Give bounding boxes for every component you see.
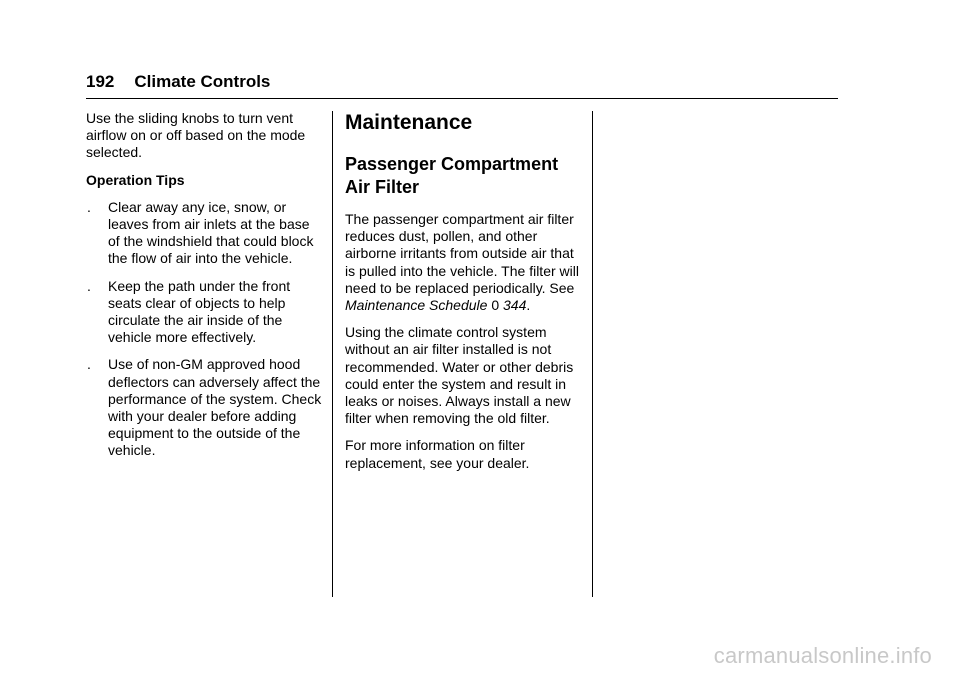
section-title: Climate Controls (134, 72, 271, 91)
intro-paragraph: Use the sliding knobs to turn vent airflow on or off based on the mode selected. (86, 110, 306, 161)
dealer-info-paragraph: For more information on filter replacement, see your dealer. (345, 437, 530, 471)
column-divider-1 (332, 111, 333, 597)
bullet-glyph: . (87, 198, 91, 215)
column-divider-2 (592, 111, 593, 597)
list-item (86, 356, 322, 459)
list-item-text: Use of non-GM approved hood deflectors can adversely affect the performance of the system. Check with your dealer before adding equipment to the outside of the vehicle. (108, 356, 322, 459)
no-filter-warning-paragraph: Using the climate control system without an air filter installed is not recommended. Water or other debris could enter the system and result in leaks or noises. Always install a new filter when removing the old filter. (345, 324, 574, 427)
page-reference-number[interactable]: 344 (503, 297, 527, 314)
middle-column (345, 110, 581, 482)
filter-description-text: The passenger compartment air filter reduces dust, pollen, and other airborne irritants from outside air that is pulled into the vehicle. The filter will need to be replaced periodically. See (345, 211, 579, 296)
list-item (86, 278, 322, 347)
filter-description-paragraph (345, 211, 581, 314)
sentence-end: . (526, 297, 531, 314)
list-item (86, 199, 322, 268)
bullet-glyph: . (87, 356, 91, 373)
list-item-text: Clear away any ice, snow, or leaves from air inlets at the base of the windshield that could block the flow of air into the vehicle. (108, 198, 314, 267)
watermark: carmanualsonline.info (713, 643, 932, 668)
page-header (86, 72, 270, 92)
operation-tips-list (86, 199, 322, 460)
list-item-text: Keep the path under the front seats clear of objects to help circulate the air inside of the vehicle more effectively. (108, 277, 291, 346)
maintenance-heading: Maintenance (345, 111, 473, 134)
air-filter-heading (345, 153, 581, 199)
page-reference-arrow: 0 (491, 297, 500, 314)
operation-tips-heading: Operation Tips (86, 171, 185, 188)
air-filter-heading-line2: Air Filter (345, 177, 420, 197)
left-column (86, 110, 322, 470)
maintenance-schedule-link[interactable]: Maintenance Schedule (345, 297, 488, 314)
bullet-glyph: . (87, 277, 91, 294)
air-filter-heading-line1: Passenger Compartment (345, 154, 559, 174)
page-number: 192 (86, 72, 115, 91)
header-rule (86, 98, 838, 99)
